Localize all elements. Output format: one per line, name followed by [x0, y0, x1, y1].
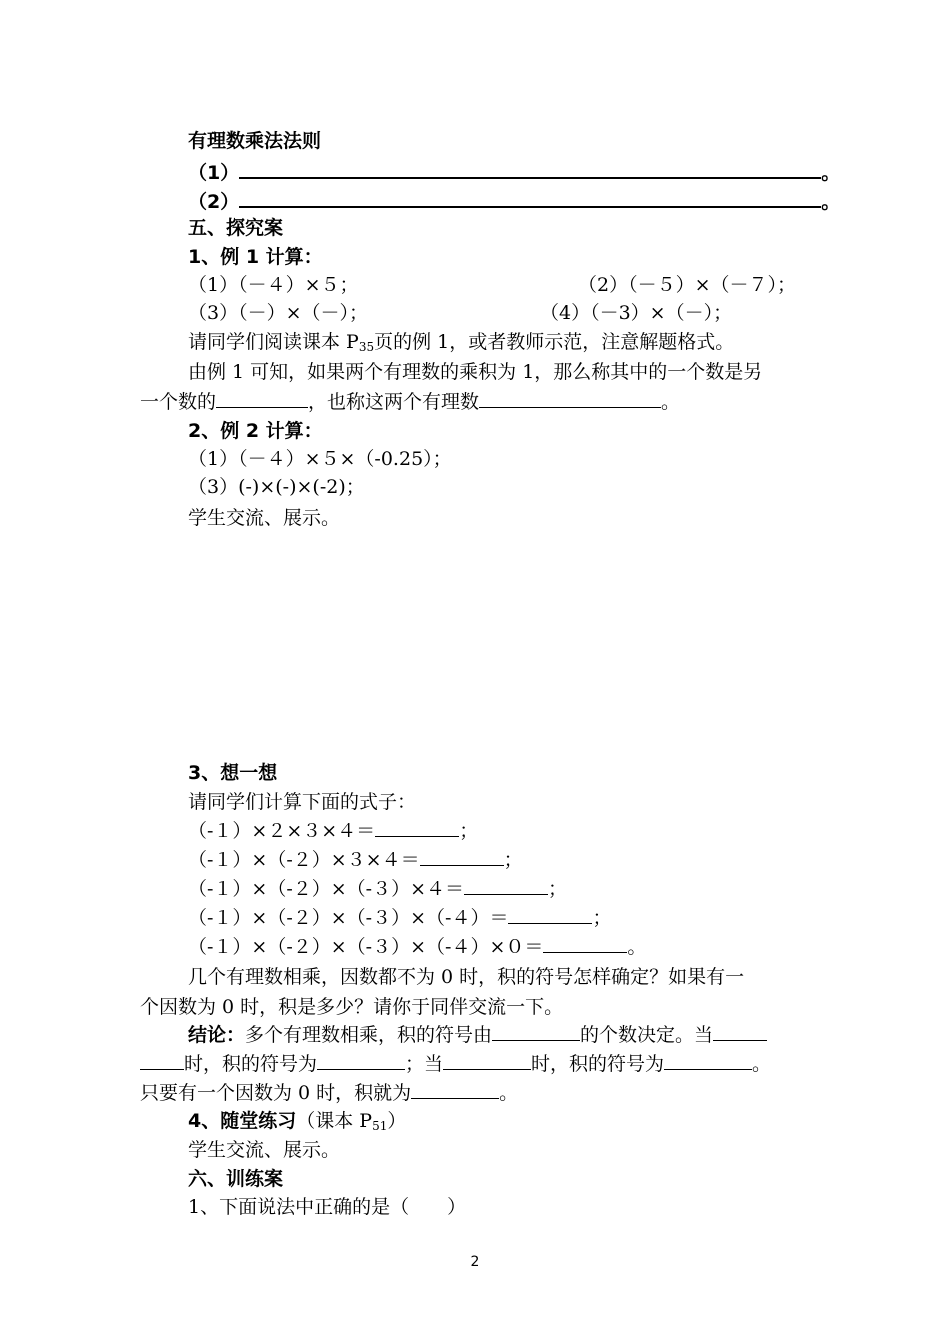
conclusion-label: 结论： [188, 1024, 246, 1046]
example-1-q2: （2）（－５）×（－７）； [578, 274, 797, 296]
think-expression-4: （-１）×（-２）×（-３）×（-４）＝ ； [188, 907, 612, 929]
think-blank-1[interactable] [375, 818, 459, 837]
think-blank-4[interactable] [508, 905, 592, 924]
question-line-1: 几个有理数相乘，因数都不为 0 时，积的符号怎样确定？如果有一 [188, 966, 745, 988]
rule-1-line: （1） 。 [188, 157, 840, 183]
think-title: 3、想一想 [188, 762, 278, 784]
rule-2-line: （2） 。 [188, 186, 840, 212]
rule-2-blank[interactable] [239, 186, 821, 208]
conclusion-line-2: 时，积的符号为 ；当 时，积的符号为 。 [140, 1051, 771, 1077]
example-2-q3: （3）(-)×(-)×(-2)； [188, 476, 365, 498]
train-question-1: 1、下面说法中正确的是（ ） [188, 1196, 467, 1218]
share-text-2: 学生交流、展示。 [188, 1139, 341, 1161]
conclusion-line-1: 结论：多个有理数相乘，积的符号由 的个数决定。当 [188, 1022, 767, 1048]
explore-title: 五、探究案 [188, 217, 284, 239]
think-expression-5: （-１）×（-２）×（-３）×（-４）×０＝ 。 [188, 936, 647, 958]
conclusion-blank-6[interactable] [411, 1080, 499, 1099]
think-expression-2: （-１）×（-２）×３×４＝ ； [188, 849, 523, 871]
page-number: 2 [470, 1254, 480, 1270]
reciprocal-blank-2[interactable] [479, 389, 661, 408]
reciprocal-text-line-2: 一个数的 ，也称这两个有理数 。 [140, 391, 681, 413]
rule-1-label: （1） [188, 162, 240, 184]
share-text-1: 学生交流、展示。 [188, 507, 341, 529]
think-blank-2[interactable] [420, 847, 504, 866]
think-intro: 请同学们计算下面的式子： [188, 791, 417, 813]
think-blank-3[interactable] [464, 876, 548, 895]
conclusion-blank-3[interactable] [317, 1051, 405, 1070]
conclusion-blank-5[interactable] [664, 1051, 752, 1070]
think-blank-5[interactable] [543, 934, 627, 953]
conclusion-blank-2a[interactable] [713, 1022, 767, 1041]
read-instruction: 请同学们阅读课本 $P_{35}$页的例 1，或者教师示范，注意解题格式。 [188, 331, 735, 354]
example-1-q1: （1）（－４）×５； [188, 274, 359, 296]
reciprocal-text-line-1: 由例 1 可知，如果两个有理数的乘积为 1，那么称其中的一个数是另 [188, 361, 763, 383]
example-1-title: 1、例 1 计算： [188, 246, 323, 268]
rule-1-blank[interactable] [239, 157, 821, 179]
reciprocal-blank-1[interactable] [216, 389, 308, 408]
example-2-q1: （1）（－４）×５×（-0.25）； [188, 448, 452, 470]
example-1-q3: （3）（－）×（－）； [188, 302, 369, 324]
conclusion-blank-2b[interactable] [140, 1051, 184, 1070]
rule-2-label: （2） [188, 191, 240, 213]
practice-title: 4、随堂练习 [188, 1110, 297, 1132]
rules-title: 有理数乘法法则 [188, 130, 322, 152]
conclusion-blank-4[interactable] [443, 1051, 531, 1070]
think-expression-3: （-１）×（-２）×（-３）×４＝ ； [188, 878, 568, 900]
conclusion-line-3: 只要有一个因数为 0 时，积就为 。 [140, 1082, 519, 1104]
example-1-q4: （4）（－3）×（－）； [540, 302, 733, 324]
think-expression-1: （-１）×２×３×４＝ ； [188, 820, 479, 842]
train-title: 六、训练案 [188, 1168, 284, 1190]
example-2-title: 2、例 2 计算： [188, 420, 323, 442]
question-line-2: 个因数为 0 时，积是多少？请你于同伴交流一下。 [140, 996, 564, 1018]
practice-line: 4、随堂练习（课本 $P_{51}$） [188, 1110, 407, 1133]
conclusion-blank-1[interactable] [492, 1022, 580, 1041]
